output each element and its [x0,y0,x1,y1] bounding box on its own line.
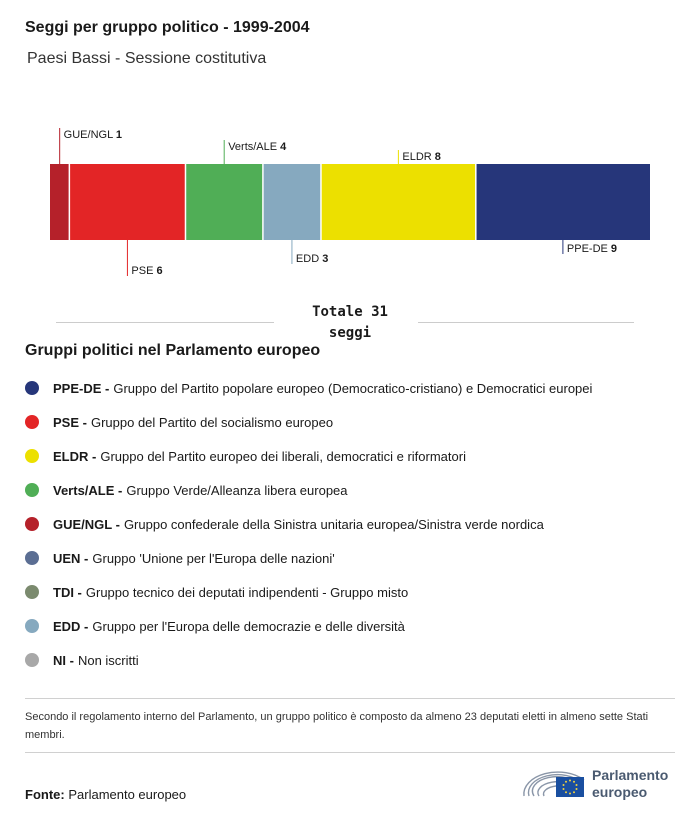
legend-color-dot [25,381,39,395]
segment-label [402,151,441,163]
legend-color-dot [25,653,39,667]
legend-abbr: NI - [53,652,74,668]
legend-desc: Gruppo del Partito popolare europeo (Democratico-cristiano) e Democratici europei [113,380,593,396]
legend-abbr: EDD - [53,618,89,634]
segment-label [567,243,617,255]
legend-color-dot [25,517,39,531]
bar-segment-edd [263,164,321,240]
segment-label [131,265,162,277]
legend-desc: Gruppo 'Unione per l'Europa delle nazioni' [92,550,335,566]
chart-title: Seggi per gruppo politico - 1999-2004 [25,19,310,36]
legend-desc: Gruppo del Partito del socialismo europeo [90,414,334,430]
divider-bottom [25,752,675,753]
legend-desc: Gruppo tecnico dei deputati indipendenti - Gruppo misto [85,584,409,600]
legend-item [25,371,685,405]
legend-abbr: PPE-DE - [53,380,110,396]
divider-top [25,698,675,699]
bar-segment-gue-ngl [50,164,69,240]
legend-item [25,439,685,473]
source-value: Parlamento europeo [68,787,187,802]
footnote: Secondo il regolamento interno del Parlamento, un gruppo politico è composto da almeno 23 deputati eletti in almeno sette Stati membri. [25,711,649,741]
legend-title: Gruppi politici nel Parlamento europeo [25,342,321,359]
segment-label-value: 1 [115,129,122,141]
segment-label-name: EDD [295,253,320,265]
total-seats [280,302,420,344]
logo-line2: europeo [592,784,648,800]
legend-color-dot [25,619,39,633]
segment-label-name: PSE [131,265,154,277]
legend-abbr: GUE/NGL - [53,516,120,532]
legend-abbr: TDI - [53,584,82,600]
legend-item [25,575,685,609]
legend-item [25,473,685,507]
legend-abbr: PSE - [53,414,87,430]
segment-label-value: 4 [280,141,287,153]
legend-color-dot [25,449,39,463]
legend-list [25,371,685,677]
legend-color-dot [25,415,39,429]
legend-desc: Gruppo confederale della Sinistra unitaria europea/Sinistra verde nordica [123,516,544,532]
segment-label-value: 8 [434,151,441,163]
segment-label [64,129,122,141]
legend-desc: Non iscritti [77,652,139,668]
legend-desc: Gruppo per l'Europa delle democrazie e delle diversità [92,618,405,634]
seats-stacked-bar-chart [0,120,700,290]
legend-color-dot [25,483,39,497]
legend-item [25,609,685,643]
logo-line1: Parlamento [592,767,669,783]
total-unit: seggi [328,325,372,341]
total-divider-left [56,322,274,323]
segment-label [296,253,328,265]
source-line [25,787,186,802]
legend-item [25,541,685,575]
logo-text [592,767,668,801]
segment-label-name: GUE/NGL [63,129,113,141]
segment-label-name: Verts/ALE [228,141,278,153]
legend-desc: Gruppo Verde/Alleanza libera europea [126,482,348,498]
legend-color-dot [25,551,39,565]
legend-abbr: UEN - [53,550,89,566]
segment-label-value: 9 [610,243,618,255]
bar-segment-eldr [321,164,476,240]
legend-item [25,643,685,677]
chart-subtitle: Paesi Bassi - Sessione costitutiva [27,50,267,67]
bar-segment-verts-ale [185,164,262,240]
segment-label-name: ELDR [402,151,432,163]
legend-desc: Gruppo del Partito europeo dei liberali, democratici e riformatori [100,448,466,464]
segment-label-value: 3 [322,253,329,265]
total-divider-right [418,322,634,323]
bar-segment-pse [69,164,185,240]
legend-abbr: Verts/ALE - [53,482,123,498]
legend-item [25,507,685,541]
total-label: Totale 31 [312,304,388,320]
segment-label [228,141,287,153]
source-label: Fonte: [25,787,65,802]
legend-item [25,405,685,439]
legend-color-dot [25,585,39,599]
legend-abbr: ELDR - [53,448,97,464]
bar-segment-ppe-de [476,164,650,240]
segment-label-name: PPE-DE [566,243,608,255]
segment-label-value: 6 [156,265,163,277]
